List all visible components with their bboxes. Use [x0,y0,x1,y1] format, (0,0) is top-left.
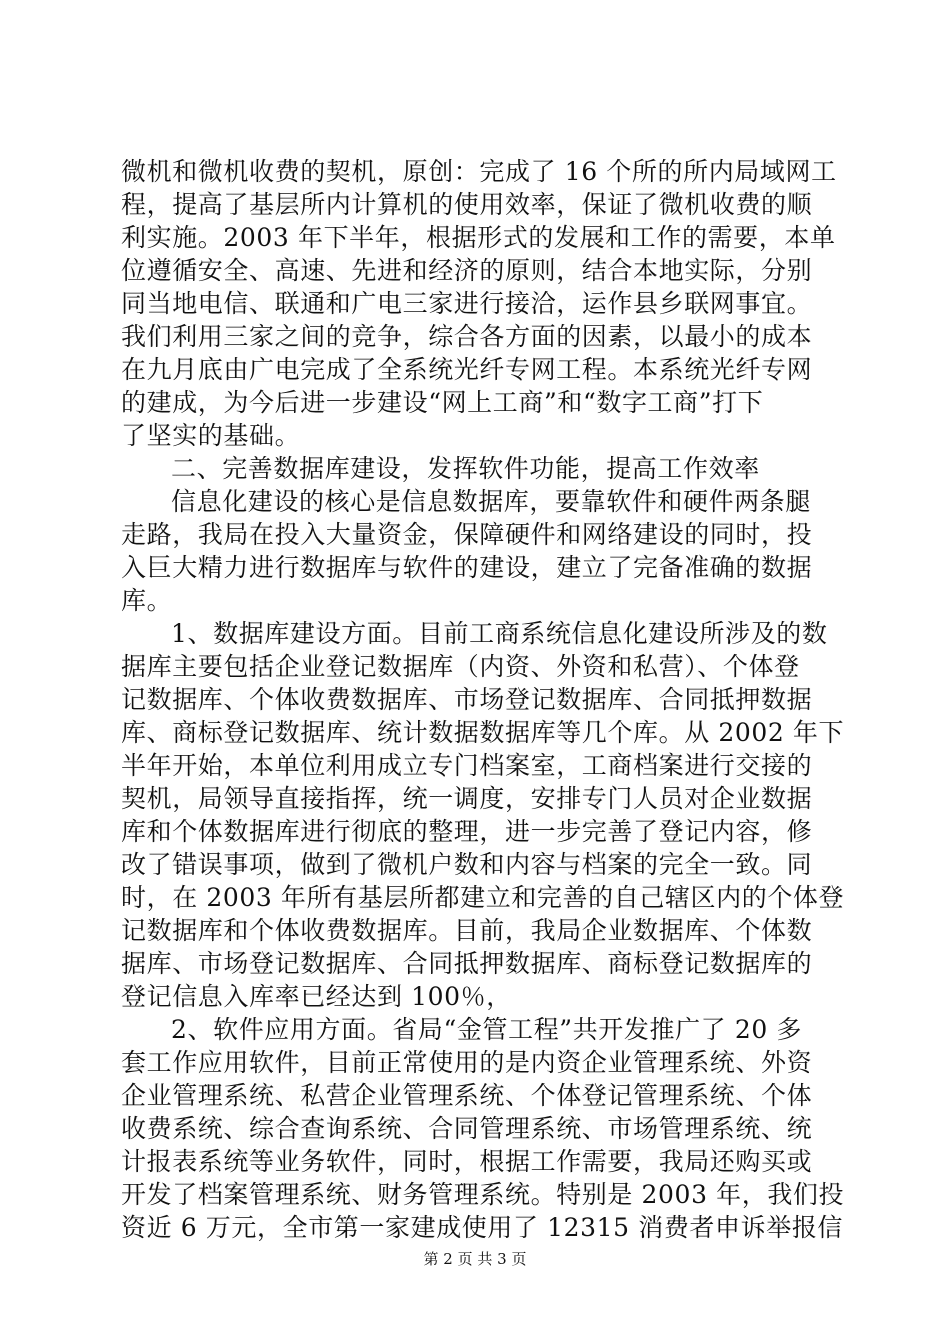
paragraph-first-line: 2、软件应用方面。省局“金管工程”共开发推广了 20 多 [171,1015,802,1044]
text-line: 登记信息入库率已经达到 100％， [121,982,512,1011]
text-line: 了坚实的基础。 [121,421,301,450]
text-line: 据库主要包括企业登记数据库（内资、外资和私营）、个体登 [121,652,800,681]
paragraph-first-line: 1、数据库建设方面。目前工商系统信息化建设所涉及的数 [171,619,828,648]
text-line: 走路，我局在投入大量资金，保障硬件和网络建设的同时，投 [121,520,813,549]
text-line: 资近 6 万元，全市第一家建成使用了 12315 消费者申诉举报信 [121,1213,844,1242]
text-line: 同当地电信、联通和广电三家进行接洽，运作县乡联网事宜。 [121,289,813,318]
text-line: 库和个体数据库进行彻底的整理，进一步完善了登记内容，修 [121,817,813,846]
text-line: 据库、市场登记数据库、合同抵押数据库、商标登记数据库的 [121,949,813,978]
text-line: 入巨大精力进行数据库与软件的建设，建立了完备准确的数据 [121,553,813,582]
section-heading: 二、完善数据库建设，发挥软件功能，提高工作效率 [171,454,760,483]
text-line: 库、商标登记数据库、统计数据数据库等几个库。从 2002 年下 [121,718,845,747]
text-line: 企业管理系统、私营企业管理系统、个体登记管理系统、个体 [121,1081,813,1110]
text-line: 记数据库和个体收费数据库。目前，我局企业数据库、个体数 [121,916,813,945]
text-line: 改了错误事项，做到了微机户数和内容与档案的完全一致。同 [121,850,813,879]
text-line: 库。 [121,586,173,615]
text-line: 利实施。2003 年下半年，根据形式的发展和工作的需要，本单 [121,223,836,252]
text-line: 计报表系统等业务软件，同时，根据工作需要，我局还购买或 [121,1147,813,1176]
paragraph-first-line: 信息化建设的核心是信息数据库，要靠软件和硬件两条腿 [171,487,812,516]
text-line: 契机，局领导直接指挥，统一调度，安排专门人员对企业数据 [121,784,813,813]
text-line: 我们利用三家之间的竞争，综合各方面的因素，以最小的成本 [121,322,813,351]
text-line: 半年开始，本单位利用成立专门档案室，工商档案进行交接的 [121,751,813,780]
page-footer: 第 2 页 共 3 页 [423,1250,527,1268]
text-line: 的建成，为今后进一步建设“网上工商”和“数字工商”打下 [121,388,764,417]
text-line: 套工作应用软件，目前正常使用的是内资企业管理系统、外资 [121,1048,813,1077]
text-line: 记数据库、个体收费数据库、市场登记数据库、合同抵押数据 [121,685,813,714]
text-line: 微机和微机收费的契机，原创：完成了 16 个所的所内局域网工 [121,157,837,186]
text-line: 位遵循安全、高速、先进和经济的原则，结合本地实际，分别 [121,256,813,285]
document-body [121,155,845,1244]
text-line: 收费系统、综合查询系统、合同管理系统、市场管理系统、统 [121,1114,813,1143]
text-line: 在九月底由广电完成了全系统光纤专网工程。本系统光纤专网 [121,355,813,384]
text-line: 程，提高了基层所内计算机的使用效率，保证了微机收费的顺 [121,190,813,219]
text-line: 时，在 2003 年所有基层所都建立和完善的自己辖区内的个体登 [121,883,845,912]
text-line: 开发了档案管理系统、财务管理系统。特别是 2003 年，我们投 [121,1180,845,1209]
